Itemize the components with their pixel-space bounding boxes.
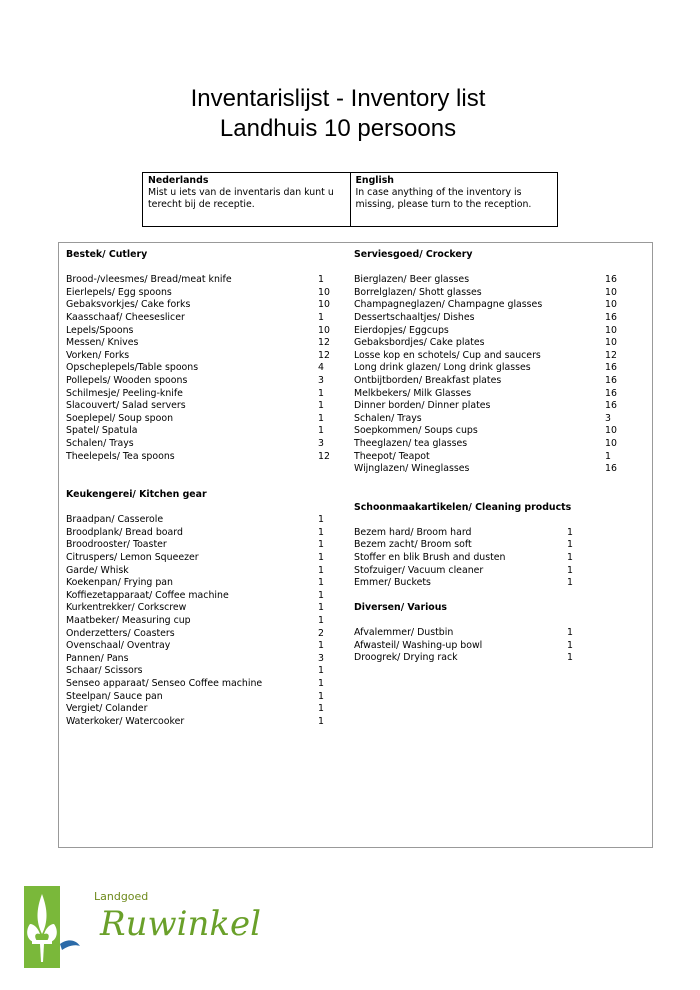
item-name: Pannen/ Pans (66, 652, 129, 664)
item-name: Schilmesje/ Peeling-knife (66, 387, 183, 399)
item-name: Ovenschaal/ Oventray (66, 640, 171, 652)
inventory-item (354, 413, 619, 426)
inventory-item (66, 577, 330, 590)
item-quantity: 1 (318, 274, 324, 286)
inventory-item (66, 565, 330, 578)
item-quantity: 12 (605, 349, 617, 361)
item-quantity: 1 (567, 539, 573, 551)
inventory-item (66, 590, 330, 603)
item-name: Lepels/Spoons (66, 324, 134, 336)
inventory-item (354, 527, 619, 540)
item-name: Koffiezetapparaat/ Coffee machine (66, 589, 229, 601)
item-quantity: 3 (318, 437, 324, 449)
item-name: Long drink glazen/ Long drink glasses (354, 362, 531, 374)
section-title: Diversen/ Various (354, 601, 447, 613)
inventory-item (66, 539, 330, 552)
inventory-item (354, 287, 619, 300)
item-quantity: 3 (318, 652, 324, 664)
item-quantity: 3 (605, 412, 611, 424)
inventory-item (354, 451, 619, 464)
item-name: Eierdopjes/ Eggcups (354, 324, 449, 336)
item-quantity: 12 (318, 450, 330, 462)
item-quantity: 1 (567, 577, 573, 589)
item-name: Opscheplepels/Table spoons (66, 362, 199, 374)
section-kitchen (66, 489, 330, 728)
item-name: Gebaksbordjes/ Cake plates (354, 337, 485, 349)
item-quantity: 10 (605, 286, 617, 298)
item-name: Theelepels/ Tea spoons (66, 450, 175, 462)
item-quantity: 1 (318, 552, 324, 564)
inventory-item (66, 375, 330, 388)
item-name: Broodrooster/ Toaster (66, 539, 167, 551)
inventory-item (354, 375, 619, 388)
page-subtitle: Landhuis 10 persoons (219, 115, 457, 142)
item-name: Koekenpan/ Frying pan (66, 577, 173, 589)
inventory-item (66, 287, 330, 300)
item-quantity: 16 (605, 274, 617, 286)
inventory-item (66, 388, 330, 401)
item-name: Champagneglazen/ Champagne glasses (354, 299, 543, 311)
item-quantity: 1 (318, 539, 324, 551)
section-cleaning (354, 502, 619, 590)
inventory-item (354, 362, 619, 375)
item-name: Wijnglazen/ Wineglasses (354, 463, 470, 475)
item-name: Eierlepels/ Egg spoons (66, 286, 172, 298)
item-quantity: 12 (318, 349, 330, 361)
section-various (354, 602, 619, 665)
inventory-item (66, 274, 330, 287)
inventory-item (66, 438, 330, 451)
item-name: Bierglazen/ Beer glasses (354, 274, 470, 286)
inventory-item (66, 299, 330, 312)
inventory-left-column (66, 249, 330, 728)
inventory-item (66, 653, 330, 666)
inventory-item (66, 615, 330, 628)
item-quantity: 1 (318, 665, 324, 677)
item-name: Soepkommen/ Soups cups (354, 425, 478, 437)
item-quantity: 1 (567, 552, 573, 564)
item-name: Dessertschaaltjes/ Dishes (354, 311, 475, 323)
inventory-item (354, 337, 619, 350)
inventory-item (66, 451, 330, 464)
item-quantity: 4 (318, 362, 324, 374)
item-name: Droogrek/ Drying rack (354, 652, 458, 664)
inventory-item (66, 337, 330, 350)
item-quantity: 1 (318, 387, 324, 399)
item-name: Schalen/ Trays (66, 437, 134, 449)
item-name: Pollepels/ Wooden spoons (66, 374, 188, 386)
item-quantity: 1 (318, 703, 324, 715)
inventory-item (66, 665, 330, 678)
inventory-item (354, 463, 619, 476)
item-quantity: 16 (605, 463, 617, 475)
item-name: Slacouvert/ Salad servers (66, 400, 186, 412)
inventory-item (66, 678, 330, 691)
section-cutlery (66, 249, 330, 463)
item-quantity: 1 (567, 639, 573, 651)
inventory-item (66, 703, 330, 716)
item-quantity: 1 (567, 564, 573, 576)
item-quantity: 2 (318, 627, 324, 639)
item-quantity: 1 (605, 450, 611, 462)
inventory-item (66, 691, 330, 704)
item-quantity: 10 (318, 299, 330, 311)
item-name: Borrelglazen/ Shott glasses (354, 286, 482, 298)
item-quantity: 1 (318, 564, 324, 576)
item-name: Steelpan/ Sauce pan (66, 690, 163, 702)
item-quantity: 1 (318, 715, 324, 727)
item-name: Afvalemmer/ Dustbin (354, 627, 454, 639)
item-quantity: 1 (318, 412, 324, 424)
inventory-item (354, 388, 619, 401)
logo-ruwinkel-text: Ruwinkel (100, 904, 261, 944)
inventory-item (66, 312, 330, 325)
item-quantity: 10 (605, 425, 617, 437)
item-name: Theeglazen/ tea glasses (354, 437, 468, 449)
item-quantity: 1 (318, 425, 324, 437)
item-name: Schaar/ Scissors (66, 665, 143, 677)
inventory-item (354, 627, 619, 640)
inventory-item (66, 602, 330, 615)
inventory-item (66, 552, 330, 565)
inventory-item (354, 539, 619, 552)
item-quantity: 1 (318, 640, 324, 652)
item-name: Onderzetters/ Coasters (66, 627, 175, 639)
inventory-item (66, 425, 330, 438)
item-name: Melkbekers/ Milk Glasses (354, 387, 472, 399)
inventory-item (66, 527, 330, 540)
inventory-item (66, 350, 330, 363)
item-name: Ontbijtborden/ Breakfast plates (354, 374, 502, 386)
item-name: Citruspers/ Lemon Squeezer (66, 552, 199, 564)
inventory-item (354, 552, 619, 565)
item-quantity: 16 (605, 387, 617, 399)
inventory-item (66, 514, 330, 527)
info-english-line: missing, please turn to the reception. (355, 199, 532, 210)
inventory-item (66, 628, 330, 641)
inventory-item (66, 413, 330, 426)
info-dutch-line: Mist u iets van de inventaris dan kunt u (148, 187, 334, 198)
logo-landgoed-text: Landgoed (94, 890, 149, 903)
inventory-item (354, 312, 619, 325)
inventory-item (354, 652, 619, 665)
item-name: Broodplank/ Bread board (66, 526, 183, 538)
item-name: Stofzuiger/ Vacuum cleaner (354, 564, 484, 576)
item-quantity: 1 (318, 690, 324, 702)
item-quantity: 1 (567, 526, 573, 538)
inventory-item (354, 350, 619, 363)
item-name: Stoffer en blik Brush and dusten (354, 552, 506, 564)
item-name: Vorken/ Forks (66, 349, 130, 361)
inventory-item (354, 577, 619, 590)
item-name: Losse kop en schotels/ Cup and saucers (354, 349, 541, 361)
inventory-item (66, 400, 330, 413)
inventory-item (354, 438, 619, 451)
item-quantity: 1 (318, 615, 324, 627)
item-quantity: 1 (567, 652, 573, 664)
section-title: Bestek/ Cutlery (66, 249, 148, 260)
item-quantity: 16 (605, 374, 617, 386)
item-quantity: 10 (605, 324, 617, 336)
section-title: Schoonmaakartikelen/ Cleaning products (354, 501, 572, 513)
item-name: Senseo apparaat/ Senseo Coffee machine (66, 678, 263, 689)
item-quantity: 1 (318, 526, 324, 538)
inventory-item (354, 274, 619, 287)
item-name: Kaasschaaf/ Cheeseslicer (66, 311, 185, 323)
item-quantity: 1 (567, 627, 573, 639)
inventory-item (354, 299, 619, 312)
inventory-item (66, 325, 330, 338)
section-crockery (354, 249, 619, 476)
item-name: Emmer/ Buckets (354, 577, 431, 589)
inventory-item (66, 640, 330, 653)
item-quantity: 1 (318, 577, 324, 589)
item-name: Maatbeker/ Measuring cup (66, 615, 191, 627)
item-name: Theepot/ Teapot (354, 450, 430, 462)
item-quantity: 10 (318, 324, 330, 336)
item-name: Waterkoker/ Watercooker (66, 715, 185, 727)
item-quantity: 1 (318, 589, 324, 601)
inventory-item (354, 325, 619, 338)
item-name: Schalen/ Trays (354, 412, 422, 424)
item-name: Brood-/vleesmes/ Bread/meat knife (66, 274, 232, 286)
info-english (350, 173, 558, 226)
inventory-item (66, 716, 330, 729)
item-quantity: 10 (605, 299, 617, 311)
item-quantity: 16 (605, 400, 617, 412)
item-quantity: 1 (318, 400, 324, 412)
item-quantity: 12 (318, 337, 330, 349)
item-quantity: 16 (605, 362, 617, 374)
item-quantity: 16 (605, 311, 617, 323)
page-title: Inventarislijst - Inventory list (190, 85, 486, 112)
item-quantity: 3 (318, 374, 324, 386)
item-name: Afwasteil/ Washing-up bowl (354, 639, 483, 651)
item-name: Braadpan/ Casserole (66, 514, 164, 526)
info-english-line: In case anything of the inventory is (355, 187, 522, 198)
item-name: Bezem zacht/ Broom soft (354, 539, 472, 551)
item-quantity: 10 (318, 286, 330, 298)
inventory-item (354, 640, 619, 653)
section-title: Serviesgoed/ Crockery (354, 249, 473, 260)
item-name: Messen/ Knives (66, 337, 139, 349)
info-english-heading: English (355, 175, 394, 186)
inventory-item (354, 400, 619, 413)
item-name: Gebaksvorkjes/ Cake forks (66, 299, 191, 311)
item-name: Spatel/ Spatula (66, 425, 138, 437)
inventory-item (354, 565, 619, 578)
item-quantity: 1 (318, 602, 324, 614)
inventory-right-column (354, 249, 619, 665)
item-quantity: 1 (318, 311, 324, 323)
item-quantity: 1 (318, 678, 324, 689)
item-name: Soeplepel/ Soup spoon (66, 412, 174, 424)
info-dutch-line: terecht bij de receptie. (148, 199, 255, 210)
item-quantity: 10 (605, 337, 617, 349)
item-name: Garde/ Whisk (66, 564, 129, 576)
item-quantity: 10 (605, 437, 617, 449)
inventory-item (354, 425, 619, 438)
item-name: Dinner borden/ Dinner plates (354, 400, 491, 412)
info-dutch-heading: Nederlands (148, 175, 209, 186)
item-name: Kurkentrekker/ Corkscrew (66, 602, 187, 614)
info-box (142, 172, 558, 227)
item-name: Bezem hard/ Broom hard (354, 526, 472, 538)
item-name: Vergiet/ Colander (66, 703, 148, 715)
section-title: Keukengerei/ Kitchen gear (66, 489, 207, 501)
inventory-item (66, 362, 330, 375)
info-dutch (143, 173, 350, 226)
item-quantity: 1 (318, 514, 324, 526)
